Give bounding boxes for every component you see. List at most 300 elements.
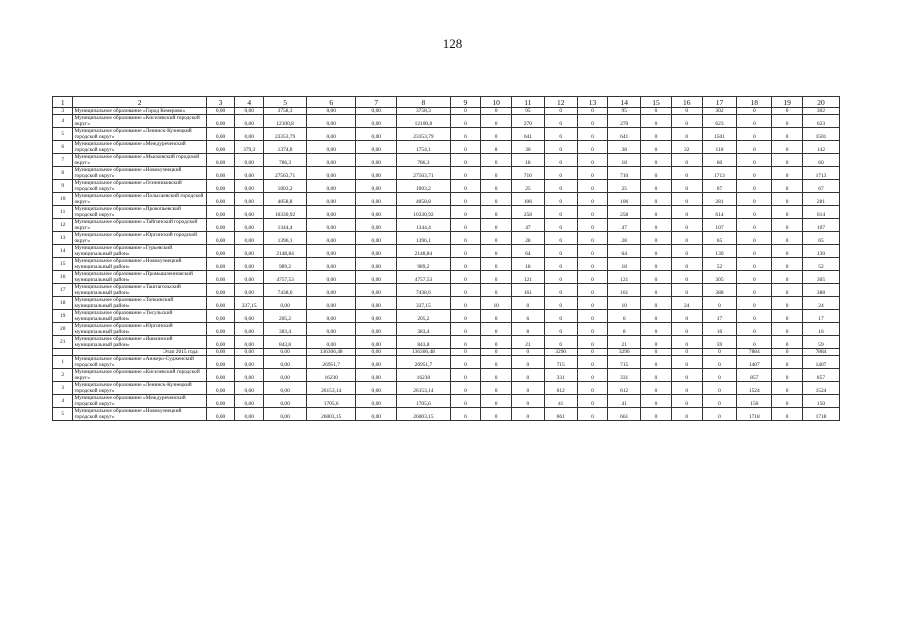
table-cell: 0: [450, 206, 481, 219]
table-cell: 0,00: [235, 206, 264, 219]
table-cell: 7884: [737, 349, 772, 356]
table-cell: 60: [702, 154, 737, 167]
table-cell: 302: [802, 108, 839, 115]
table-cell: 1396,1: [264, 232, 307, 245]
table-cell: 0: [481, 115, 512, 128]
row-number: 5: [53, 128, 73, 141]
table-cell: 0: [772, 206, 803, 219]
table-cell: 0,00: [356, 336, 397, 349]
table-cell: 0: [450, 356, 481, 369]
table-cell: 0: [772, 395, 803, 408]
table-cell: 0: [641, 219, 672, 232]
table-cell: 0,00: [356, 154, 397, 167]
table-cell: 150: [737, 395, 772, 408]
table-cell: 0: [671, 154, 702, 167]
table-cell: 161: [608, 284, 641, 297]
table-cell: 0: [737, 271, 772, 284]
table-cell: 0,00: [356, 193, 397, 206]
header-row: [53, 97, 840, 108]
table-cell: 0: [702, 297, 737, 310]
table-cell: 0,00: [206, 141, 235, 154]
row-number: 17: [53, 284, 73, 297]
table-cell: 0: [671, 245, 702, 258]
table-cell: 0: [671, 356, 702, 369]
table-cell: 0: [702, 349, 737, 356]
row-number: 4: [53, 395, 73, 408]
table-cell: 67: [802, 180, 839, 193]
table-cell: 0: [481, 108, 512, 115]
table-cell: 0: [544, 245, 577, 258]
table-cell: 1501: [702, 128, 737, 141]
table-cell: 16230: [307, 369, 356, 382]
header-cell: 15: [641, 97, 672, 108]
table-cell: 270: [512, 115, 545, 128]
table-cell: 0: [641, 128, 672, 141]
table-cell: 21: [608, 336, 641, 349]
row-number: 10: [53, 193, 73, 206]
municipality-name: Муниципальное образование «Междуреченский городской округ»: [73, 141, 206, 154]
table-cell: 0: [772, 284, 803, 297]
table-cell: 1396,1: [397, 232, 450, 245]
table-cell: 25: [608, 180, 641, 193]
table-cell: 843,8: [264, 336, 307, 349]
municipality-name: Муниципальное образование «Мысковский городской округ»: [73, 154, 206, 167]
table-cell: 10330,92: [397, 206, 450, 219]
table-cell: 0: [671, 284, 702, 297]
table-cell: 130: [702, 245, 737, 258]
table-cell: 12100,8: [397, 115, 450, 128]
table-cell: 0: [450, 115, 481, 128]
table-cell: 0,00: [206, 356, 235, 369]
table-cell: 41: [608, 395, 641, 408]
table-cell: 0: [577, 232, 608, 245]
table-cell: 0: [702, 395, 737, 408]
table-cell: 0: [481, 193, 512, 206]
table-cell: 0: [772, 336, 803, 349]
table-cell: 379,3: [235, 141, 264, 154]
table-cell: 0: [512, 369, 545, 382]
table-cell: 17: [802, 310, 839, 323]
table-cell: 0,00: [206, 323, 235, 336]
table-cell: 1705,6: [307, 395, 356, 408]
table-cell: 0: [544, 310, 577, 323]
header-cell: 12: [544, 97, 577, 108]
table-cell: 0: [641, 232, 672, 245]
table-cell: 0,00: [206, 395, 235, 408]
table-row: [53, 297, 840, 310]
table-cell: 0: [577, 356, 608, 369]
table-cell: 0: [641, 108, 672, 115]
table-cell: 1374,8: [264, 141, 307, 154]
table-cell: 305: [802, 271, 839, 284]
table-cell: 23353,79: [264, 128, 307, 141]
municipality-name: Муниципальное образование «Новокузнецкий городской округ»: [73, 408, 206, 421]
table-cell: 0: [772, 128, 803, 141]
table-cell: 0: [450, 219, 481, 232]
table-cell: 0: [671, 128, 702, 141]
row-number: 20: [53, 323, 73, 336]
table-cell: 0,00: [307, 167, 356, 180]
table-body: [53, 108, 840, 421]
table-cell: 0: [737, 154, 772, 167]
table-cell: 0: [544, 128, 577, 141]
table-cell: 0: [772, 193, 803, 206]
table-cell: 2148,84: [264, 245, 307, 258]
table-cell: 0: [671, 349, 702, 356]
table-cell: 0,00: [235, 310, 264, 323]
table-cell: 0: [577, 154, 608, 167]
table-cell: 0,00: [307, 180, 356, 193]
table-cell: 0: [577, 180, 608, 193]
table-cell: 337,15: [235, 297, 264, 310]
table-cell: 786,3: [264, 154, 307, 167]
row-number: 19: [53, 310, 73, 323]
table-cell: 0: [772, 369, 803, 382]
table-cell: 0: [481, 382, 512, 395]
table-row: [53, 310, 840, 323]
table-cell: 989,2: [264, 258, 307, 271]
municipality-name: Муниципальное образование «Осинниковский городской округ»: [73, 180, 206, 193]
table-cell: 27563,71: [264, 167, 307, 180]
table-cell: 0: [641, 271, 672, 284]
table-cell: 0: [481, 349, 512, 356]
table-cell: 612: [544, 382, 577, 395]
table-cell: 0,00: [264, 297, 307, 310]
table-cell: 0,00: [235, 193, 264, 206]
table-cell: 641: [512, 128, 545, 141]
table-cell: 0: [641, 245, 672, 258]
table-cell: 0: [641, 356, 672, 369]
table-row: [53, 141, 840, 154]
table-cell: 4757,53: [397, 271, 450, 284]
table-cell: 17: [702, 310, 737, 323]
table-cell: 0: [544, 258, 577, 271]
table-cell: 26951,7: [397, 356, 450, 369]
table-cell: 52: [802, 258, 839, 271]
table-cell: 614: [702, 206, 737, 219]
table-cell: 0: [450, 154, 481, 167]
table-cell: 26153,14: [397, 382, 450, 395]
table-cell: 0,00: [356, 115, 397, 128]
table-cell: 0: [577, 206, 608, 219]
table-cell: 0,00: [235, 349, 264, 356]
table-cell: 710: [608, 167, 641, 180]
table-cell: 52: [702, 258, 737, 271]
table-cell: 1407: [737, 356, 772, 369]
table-cell: 0: [671, 115, 702, 128]
table-cell: 0: [481, 154, 512, 167]
table-cell: 710: [512, 167, 545, 180]
table-cell: 0,00: [206, 271, 235, 284]
header-cell: 11: [512, 97, 545, 108]
header-cell: 19: [772, 97, 803, 108]
table-cell: 18: [512, 154, 545, 167]
table-cell: 7438,6: [397, 284, 450, 297]
table-cell: 305: [702, 271, 737, 284]
table-cell: 0,00: [235, 369, 264, 382]
table-cell: 0: [641, 369, 672, 382]
table-cell: 0,00: [307, 336, 356, 349]
table-cell: 0,00: [356, 245, 397, 258]
table-cell: 0: [450, 271, 481, 284]
table-cell: 0,00: [264, 382, 307, 395]
table-cell: 0,00: [307, 206, 356, 219]
municipality-name: Муниципальное образование «Ленинск-Кузнецкий городской округ»: [73, 382, 206, 395]
table-cell: 0: [772, 115, 803, 128]
table-cell: 24: [802, 297, 839, 310]
table-cell: 0,00: [206, 167, 235, 180]
table-cell: 0: [544, 219, 577, 232]
table-cell: 0: [641, 167, 672, 180]
table-cell: 0,00: [235, 258, 264, 271]
municipality-name: Муниципальное образование «Новокузнецкий городской округ»: [73, 167, 206, 180]
table-cell: 0: [577, 141, 608, 154]
table-cell: 623: [802, 115, 839, 128]
table-row: [53, 115, 840, 128]
table-cell: 0: [641, 310, 672, 323]
table-cell: 331: [608, 369, 641, 382]
table-cell: 1407: [802, 356, 839, 369]
row-number: 1: [53, 356, 73, 369]
table-cell: 0: [772, 382, 803, 395]
table-cell: 0,00: [264, 395, 307, 408]
row-number: 16: [53, 271, 73, 284]
table-cell: 0: [772, 167, 803, 180]
table-cell: 0: [671, 193, 702, 206]
table-cell: 0: [772, 349, 803, 356]
table-cell: 661: [608, 408, 641, 421]
table-cell: 0: [577, 245, 608, 258]
table-cell: 302: [702, 108, 737, 115]
row-number: 5: [53, 408, 73, 421]
municipality-name: Муниципальное образование «Новокузнецкий муниципальный район»: [73, 258, 206, 271]
table-cell: 0,00: [307, 141, 356, 154]
table-cell: 0,00: [307, 245, 356, 258]
table-cell: 388: [802, 284, 839, 297]
table-row: [53, 193, 840, 206]
table-cell: 0: [481, 310, 512, 323]
table-cell: 0,00: [206, 369, 235, 382]
table-cell: 0: [772, 141, 803, 154]
table-cell: 130: [802, 245, 839, 258]
table-cell: 281: [702, 193, 737, 206]
table-cell: 857: [737, 369, 772, 382]
row-number: 15: [53, 258, 73, 271]
municipality-name: Муниципальное образование «Междуреченский городской округ»: [73, 395, 206, 408]
table-cell: 0: [481, 395, 512, 408]
table-cell: 0: [702, 408, 737, 421]
table-cell: 0: [450, 395, 481, 408]
table-cell: 0: [772, 310, 803, 323]
table-cell: 0: [772, 108, 803, 115]
table-cell: 0: [544, 284, 577, 297]
table-cell: 0: [641, 336, 672, 349]
table-cell: 0,00: [206, 245, 235, 258]
table-cell: 0,00: [307, 115, 356, 128]
table-cell: 0: [481, 408, 512, 421]
municipality-name: Муниципальное образование «Анжеро-Судженский городской округ»: [73, 356, 206, 369]
table-cell: 7438,6: [264, 284, 307, 297]
table-cell: 0,00: [356, 323, 397, 336]
table-cell: 623: [702, 115, 737, 128]
table-cell: 0: [544, 180, 577, 193]
table-cell: 4058,8: [264, 193, 307, 206]
table-cell: 150: [802, 395, 839, 408]
table-cell: 0: [577, 395, 608, 408]
table-cell: 0,00: [235, 336, 264, 349]
table-cell: 0: [671, 408, 702, 421]
table-cell: 26003,15: [397, 408, 450, 421]
table-cell: 7884: [802, 349, 839, 356]
table-cell: 26003,15: [307, 408, 356, 421]
table-cell: 786,3: [397, 154, 450, 167]
table-cell: 0,00: [206, 349, 235, 356]
table-cell: 0,00: [307, 310, 356, 323]
table-cell: 0: [737, 232, 772, 245]
table-cell: 0: [577, 271, 608, 284]
table-cell: 10: [608, 297, 641, 310]
table-cell: 0,00: [264, 356, 307, 369]
table-cell: 0: [641, 258, 672, 271]
table-cell: 0: [671, 395, 702, 408]
table-cell: 0,00: [307, 108, 356, 115]
table-cell: 337,15: [397, 297, 450, 310]
page-number: 128: [442, 36, 463, 51]
table-cell: 0,00: [206, 232, 235, 245]
section-row: [53, 349, 840, 356]
table-cell: 64: [608, 245, 641, 258]
table-cell: 0: [671, 271, 702, 284]
table-cell: 18: [608, 258, 641, 271]
table-cell: 0: [512, 408, 545, 421]
header-cell: 20: [802, 97, 839, 108]
table-cell: 0: [641, 323, 672, 336]
table-cell: 0: [737, 108, 772, 115]
table-cell: 0: [772, 356, 803, 369]
municipality-name: Муниципальное образование «Киселевский городской округ»: [73, 115, 206, 128]
table-cell: 0: [450, 310, 481, 323]
table-cell: 0: [737, 141, 772, 154]
table-cell: 25: [512, 180, 545, 193]
table-cell: 0: [481, 271, 512, 284]
table-cell: 0,00: [235, 271, 264, 284]
table-cell: 0: [772, 245, 803, 258]
table-cell: 0,00: [264, 349, 307, 356]
table-cell: 0,00: [235, 395, 264, 408]
table-cell: 857: [802, 369, 839, 382]
table-cell: 0: [772, 271, 803, 284]
row-number: 4: [53, 115, 73, 128]
table-cell: 0,00: [235, 167, 264, 180]
row-number: 13: [53, 232, 73, 245]
table-cell: 0: [737, 219, 772, 232]
table-cell: 136306,48: [307, 349, 356, 356]
table-cell: 0: [481, 369, 512, 382]
table-cell: 0: [772, 232, 803, 245]
table-cell: 0: [772, 180, 803, 193]
table-cell: 0: [737, 258, 772, 271]
table-cell: 1344,4: [397, 219, 450, 232]
table-cell: 12100,8: [264, 115, 307, 128]
table-cell: 0,00: [264, 408, 307, 421]
header-cell: 6: [307, 97, 356, 108]
table-cell: 3758,3: [397, 108, 450, 115]
table-cell: 0: [577, 193, 608, 206]
table-cell: 0: [641, 141, 672, 154]
table-cell: 0: [641, 382, 672, 395]
table-cell: 0,00: [356, 141, 397, 154]
row-number: 8: [53, 167, 73, 180]
table-cell: 0: [737, 323, 772, 336]
table-cell: 0: [577, 310, 608, 323]
table-cell: 24: [671, 297, 702, 310]
table-cell: 0: [481, 356, 512, 369]
table-cell: 95: [512, 108, 545, 115]
table-cell: 0,00: [356, 356, 397, 369]
table-row: [53, 128, 840, 141]
table-row: [53, 167, 840, 180]
table-cell: 612: [608, 382, 641, 395]
table-cell: 0: [737, 245, 772, 258]
table-cell: 0: [512, 382, 545, 395]
table-cell: 0,00: [206, 336, 235, 349]
table-cell: 6: [608, 310, 641, 323]
table-cell: 41: [544, 395, 577, 408]
table-cell: 0,00: [235, 408, 264, 421]
table-cell: 121: [512, 271, 545, 284]
table-cell: 110: [702, 141, 737, 154]
table-cell: 0: [737, 115, 772, 128]
table-cell: 0,00: [356, 310, 397, 323]
table-row: [53, 408, 840, 421]
table-cell: 1754,1: [397, 141, 450, 154]
table-cell: 0: [641, 349, 672, 356]
table-cell: 0,00: [235, 356, 264, 369]
row-number: 7: [53, 154, 73, 167]
table-cell: 0: [671, 369, 702, 382]
table-cell: 0: [641, 395, 672, 408]
table-cell: 0,00: [235, 219, 264, 232]
table-row: [53, 219, 840, 232]
municipality-name: Муниципальное образование «Гурьевский муниципальный район»: [73, 245, 206, 258]
table-cell: 0: [577, 369, 608, 382]
municipality-name: Муниципальное образование «Юргинский городской округ»: [73, 232, 206, 245]
table-cell: 0: [450, 336, 481, 349]
table-cell: 38: [608, 141, 641, 154]
table-cell: 0: [671, 310, 702, 323]
municipality-name: Муниципальное образование «Полысаевский городской округ»: [73, 193, 206, 206]
table-cell: 0,00: [206, 297, 235, 310]
table-cell: 0: [481, 167, 512, 180]
table-cell: 0,00: [356, 206, 397, 219]
table-cell: 18: [608, 154, 641, 167]
table-row: [53, 284, 840, 297]
table-cell: 0: [577, 284, 608, 297]
table-cell: 0,00: [235, 284, 264, 297]
table-cell: 0,00: [307, 297, 356, 310]
table-cell: 0: [641, 115, 672, 128]
header-cell: 7: [356, 97, 397, 108]
row-number: 18: [53, 297, 73, 310]
row-number: 9: [53, 180, 73, 193]
table-cell: 47: [608, 219, 641, 232]
table-cell: 0,00: [356, 349, 397, 356]
table-cell: 0: [544, 232, 577, 245]
table-cell: 0: [671, 232, 702, 245]
table-cell: 0: [450, 297, 481, 310]
section-label: Этап 2015 года: [73, 349, 206, 356]
table-cell: 136306,48: [397, 349, 450, 356]
